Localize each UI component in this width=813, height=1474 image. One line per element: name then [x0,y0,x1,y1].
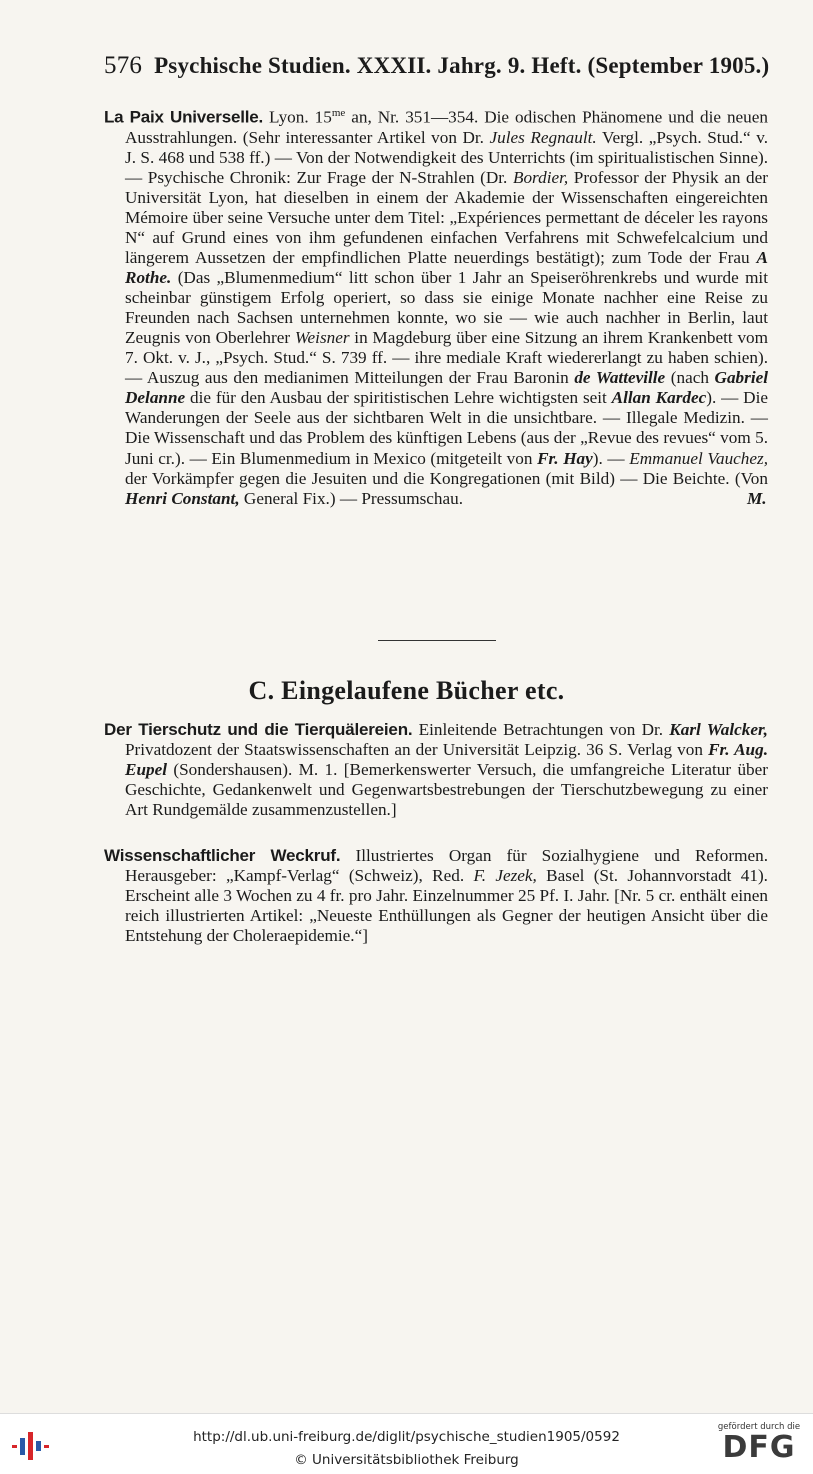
text-run: die für den Ausbau der spiritistischen Lehre wichtigsten seit [185,388,612,408]
person-name: Emmanuel Vauchez, [629,448,768,468]
text-run: der Vorkämpfer gegen die Jesuiten und die Kongregationen (mit Bild) — Die Beichte. (Von [125,468,768,488]
entry-heading: Der Tierschutz und die Tierquälereien. [104,720,413,739]
section-title: C. Eingelaufene Bücher etc. [248,676,565,705]
journal-title: Psychische Studien. XXXII. Jahrg. 9. Heft. (September 1905.) [154,53,770,78]
text-run: Privatdozent der Staatswissenschaften an der Universität Leipzig. 36 S. Verlag von [125,740,709,760]
permalink-url[interactable]: http://dl.ub.uni-freiburg.de/diglit/psychische_studien1905/0592 [193,1429,620,1445]
editor-name: F. Jezek, [473,866,537,886]
text-run: (Das „Blumenmedium“ litt schon über 1 Jahr an Speiseröhrenkrebs und wurde mit scheinbar günstigem Erfolg operiert, so dass sie einige Monate nachher eine Reise zu Freunden nach Sachsen unternehmen konnte, wo sie — wie auch nachher in Berlin, laut Zeugnis von Oberlehrer [125,268,768,348]
dfg-logo-text: DFG [722,1430,796,1465]
library-footer [0,1413,813,1474]
text-run: (Sondershausen). M. 1. [Bemerkenswerter Versuch, die umfangreiche Literatur über Geschichte, Gedankenwelt und Gegenwartsbestrebungen der Tierschutzbewegung zu einer Art Rundgemälde zusammenzustellen.] [125,760,768,820]
author-name: Jules Regnault. [489,127,597,147]
text-run: Basel (St. Johannvorstadt 41). Erscheint alle 3 Wochen zu 4 fr. pro Jahr. Einzelnummer 25 Pf. I. Jahr. [Nr. 5 cr. enthält einen reich illustrierten Artikel: „Neueste Enthüllungen als Gegner der heutigen Ansicht über die Entstehung der Choleraepidemie.“] [125,866,768,946]
text-run: General Fix.) — Pressumschau. [239,488,464,508]
running-head [104,52,768,80]
person-name: Henri Constant, [125,488,240,508]
text-run: an, Nr. 351—354. Die odischen Phänomene und die neuen Ausstrahlungen. (Sehr interessanter Artikel von Dr. [125,107,769,147]
entry-la-paix-universelle [104,103,768,509]
text-run: ). — Die Wanderungen der Seele aus der sichtbaren Welt in die unsichtbare. — Illegale Medizin. — Die Wissenschaft und das Problem des künftigen Lebens (aus der „Revue des revues“ vom 5. Juni cr.). — Ein Blumenmedium in Mexico (mitgeteilt von [125,388,769,468]
text-run: Einleitende Betrachtungen von Dr. [412,720,670,739]
dfg-logo [715,1422,803,1470]
author-name: Bordier, [512,167,569,187]
person-name: Weisner [294,328,350,348]
entry-paragraph: La Paix Universelle. Lyon. $15^{me}$ an, Nr. 351—354. Die odischen Phänomene und die neuen Ausstrahlungen. (Sehr interessanter Artikel von Dr. Jules Regnault. Vergl. „Psych. Stud.“ v. J. S. 468 und 538 ff.) — Von der Notwendigkeit des Unterrichts (im spiritualistischen Sinne). — Psychische Chronik: Zur Frage der N-Strahlen (Dr. Bordier, Professor der Physik an der Universität Lyon, hat dieselben in einem der Akademie der Wissenschaften eingereichten Mémoire über seine Versuche unter dem Titel: „Expériences permettant de déceler les rayons N“ auf Grund eines von ihm gefundenen einfachen Verfahrens mit Schwefelcalcium und längerem Aussetzen der empfindlichen Platte neuerdings bestätigt); zum Tode der Frau A Rothe. (Das „Blumenmedium“ litt schon über 1 Jahr an Speiseröhrenkrebs und wurde mit scheinbar günstigem Erfolg operiert, so dass sie einige Monate nachher eine Reise zu Freunden nach Sachsen unternehmen konnte, wo sie — wie auch nachher in Berlin, laut Zeugnis von Oberlehrer Weisner in Magdeburg über eine Sitzung an ihrem Krankenbett vom 7. Okt. v. J., „Psych. Stud.“ S. 739 ff. — ihre mediale Kraft wiedererlangt zu haben schien). — Auszug aus den medianimen Mitteilungen der Frau Baronin de Watteville (nach Gabriel Delanne die für den Ausbau der spiritistischen Lehre wichtigsten seit Allan Kardec). — Die Wanderungen der Seele aus der sichtbaren Welt in die unsichtbare. — Illegale Medizin. — Die Wissenschaft und das Problem des künftigen Lebens (aus der „Revue des revues“ vom 5. Juni cr.). — Ein Blumenmedium in Mexico (mitgeteilt von Fr. Hay). — Emmanuel Vauchez, der Vorkämpfer gegen die Jesuiten und die Kongregationen (mit Bild) — Die Beichte. (Von Henri Constant, General Fix.) — Pressumschau. M. [104,107,769,508]
section-divider [378,640,496,641]
person-name: Fr. Hay [537,448,593,468]
person-name: Gabriel Delanne [125,368,768,408]
copyright-notice: © Universitätsbibliothek Freiburg [294,1452,519,1468]
sponsor-caption: gefördert durch die [717,1422,801,1432]
person-name: A Rothe. [125,248,768,288]
entry-heading: Wissenschaftlicher Weckruf. [104,846,341,865]
superscript: me [331,107,346,119]
author-name: Karl Walcker, [669,720,768,739]
text-run: (nach [665,368,715,388]
page-number: 576 [104,52,143,79]
person-name: Allan Kardec [611,388,707,408]
text-run: ). — [592,448,630,468]
text-run: Vergl. „Psych. Stud.“ v. J. S. 468 und 538 ff.) — Von der Notwendigkeit des Unterrichts (im spiritualistischen Sinne). — Psychische Chronik: Zur Frage der N-Strahlen (Dr. [125,127,768,187]
text-run: Professor der Physik an der Universität Lyon, hat dieselben in einem der Akademie der Wissenschaften eingereichten Mémoire über seine Versuche unter dem Titel: „Expériences permettant de déceler les rayons N“ auf Grund eines von ihm gefundenen einfachen Verfahrens mit Schwefelcalcium und längerem Aussetzen der empfindlichen Platte neuerdings bestätigt); zum Tode der Frau [125,167,768,268]
person-name: de Watteville [574,368,666,388]
entry-tierschutz [104,720,768,820]
entry-wissenschaftlicher-weckruf [104,846,768,946]
publisher-name: Fr. Aug. Eupel [125,740,769,780]
text-run: Lyon. 15 [263,107,332,127]
entry-paragraph [104,720,768,820]
entry-heading: La Paix Universelle. [104,107,264,127]
text-run: Illustriertes Organ für Sozialhygiene und Reformen. Herausgeber: „Kampf-Verlag“ (Schweiz), Red. [125,846,768,886]
text-run: in Magdeburg über eine Sitzung an ihrem Krankenbett vom 7. Okt. v. J., „Psych. Stud.“ S. 739 ff. — ihre mediale Kraft wiedererlangt zu haben schien). — Auszug aus den medianimen Mitteilungen der Frau Baronin [125,328,768,388]
entry-paragraph [104,846,768,946]
